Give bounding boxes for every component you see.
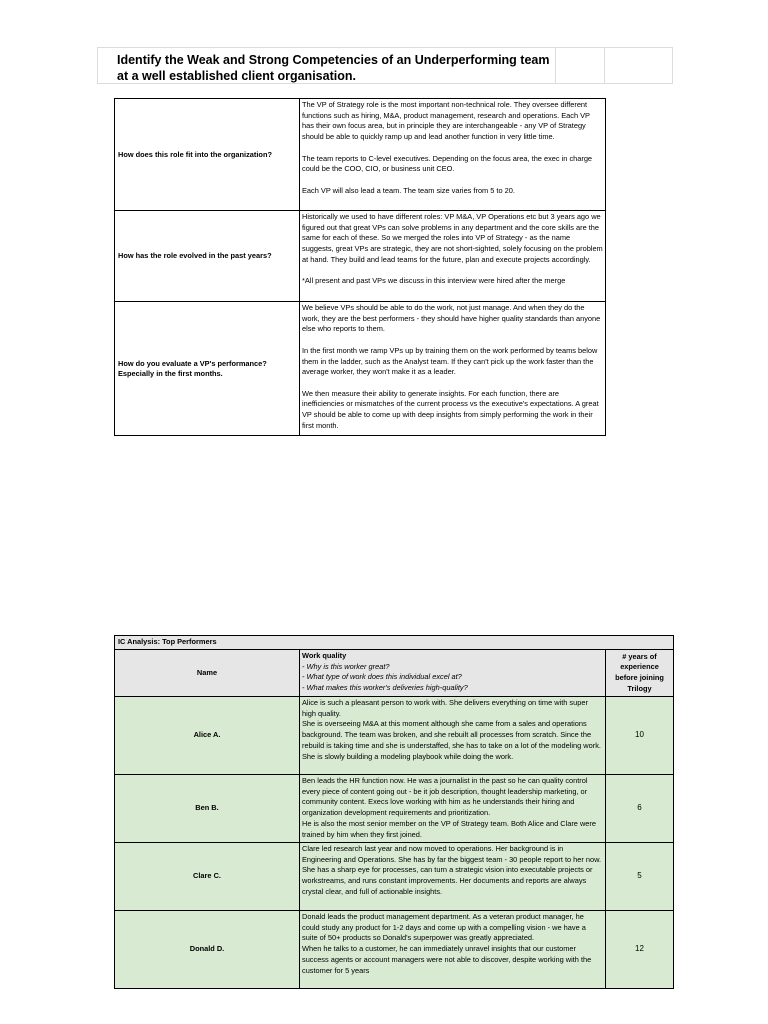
work-quality-cell: [300, 697, 606, 775]
table-row: [115, 775, 674, 843]
years-cell: 5: [606, 843, 674, 911]
work-quality-line: She has a sharp eye for processes, can turn a strategic vision into executable projects or workstreams, and runs constant improvements. Her documents and reports are always crystal clear, and full of actionable insights.: [302, 865, 593, 896]
answer-paragraph: *All present and past VPs we discuss in this interview were hired after the merge: [302, 276, 566, 286]
question-cell: How do you evaluate a VP's performance? Especially in the first months.: [115, 302, 300, 436]
name-cell: Ben B.: [115, 775, 300, 843]
answer-paragraph: We then measure their ability to generate insights. For each function, there are inefficiencies or mismatches of the current process vs the executive's expectations. A great VP should be able to come up with deep insights from simply performing the work in their first month.: [302, 388, 599, 430]
table-row: [115, 843, 674, 911]
work-quality-line: He is also the most senior member on the VP of Strategy team. Both Alice and Clare were trained by him when they first joined.: [302, 818, 596, 839]
qa-row: [115, 99, 606, 211]
years-cell: 6: [606, 775, 674, 843]
work-quality-question: - What type of work does this individual excel at?: [302, 672, 462, 682]
qa-row: [115, 211, 606, 302]
answer-cell: [300, 211, 606, 302]
answer-paragraph: The team reports to C-level executives. Depending on the focus area, the exec in charge could be the COO, CIO, or business unit CEO.: [302, 153, 593, 174]
work-quality-cell: [300, 843, 606, 911]
work-quality-line: Donald leads the product management department. As a veteran product manager, he could study any product for 1-2 days and come up with a compelling vision - we have a suite of 50+ products so Donald's superpower was greatly appreciated.: [302, 912, 586, 943]
question-cell: How does this role fit into the organization?: [115, 99, 300, 211]
work-quality-question: - What makes this worker's deliveries high-quality?: [302, 683, 468, 693]
answer-paragraph: Historically we used to have different roles: VP M&A, VP Operations etc but 3 years ago we figured out that great VPs can solve problems in any department and the core skills are the same for each of these. So we merged the roles into VP of Strategy - as the name suggests, great VPs are strategic, they are not short-sighted, solely focusing on the problem at hand. They build and lead teams for the future, plan and execute projects accordingly.: [302, 212, 603, 264]
answer-cell: [300, 99, 606, 211]
work-quality-line: Clare led research last year and now moved to operations. Her background is in Engineering and Operations. She has by far the biggest team - 30 people report to her now.: [302, 844, 602, 864]
work-quality-title: Work quality: [302, 651, 347, 660]
work-quality-line: She is overseeing M&A at this moment although she came from a sales and operations background. The team was broken, and she rebuilt all processes from scratch. Since the rebuild is taking time and she is understaffed, she has to take on a lot of the modeling work. She is slowly building a modeling playbook while doing the work.: [302, 719, 601, 761]
role-qa-table: [114, 98, 606, 436]
column-header-name: Name: [115, 650, 300, 697]
work-quality-line: Alice is such a pleasant person to work with. She delivers everything on time with super high quality.: [302, 698, 588, 718]
work-quality-line: When he talks to a customer, he can immediately unravel insights that our customer success agents or account managers were not able to discover, despite working with the customer for 5 years: [302, 944, 592, 975]
answer-paragraph: The VP of Strategy role is the most important non-technical role. They oversee different functions such as hiring, M&A, product management, research and operations. Each VP has their own focus area, but in principle they are interchangeable - any VP of Strategy should be able to quickly ramp up and lead another function in very little time.: [302, 100, 590, 142]
table-row: [115, 911, 674, 989]
column-header-work-quality: [300, 650, 606, 697]
work-quality-cell: [300, 911, 606, 989]
qa-row: [115, 302, 606, 436]
ic-analysis-table: [114, 635, 674, 989]
work-quality-cell: [300, 775, 606, 843]
table-row: [115, 697, 674, 775]
years-cell: 12: [606, 911, 674, 989]
work-quality-line: Ben leads the HR function now. He was a journalist in the past so he can quality control every piece of content going out - be it job description, thought leadership marketing, or community content. Execs love working with him as he understands their hiring and organization development requirements and prioritization.: [302, 776, 588, 818]
years-cell: 10: [606, 697, 674, 775]
answer-paragraph: In the first month we ramp VPs up by training them on the work performed by teams below them in the ladder, such as the Analyst team. If they can't pick up the work faster than the average worker, they won't make it as a leader.: [302, 345, 598, 377]
question-cell: How has the role evolved in the past years?: [115, 211, 300, 302]
name-cell: Donald D.: [115, 911, 300, 989]
name-cell: Alice A.: [115, 697, 300, 775]
answer-paragraph: Each VP will also lead a team. The team size varies from 5 to 20.: [302, 185, 515, 195]
column-header-years: # years of experience before joining Trilogy: [606, 650, 674, 697]
answer-paragraph: We believe VPs should be able to do the work, not just manage. And when they do the work, they are the best performers - they should have higher quality standards than anyone else who reports to them.: [302, 303, 601, 334]
answer-cell: [300, 302, 606, 436]
document-title: Identify the Weak and Strong Competencies of an Underperforming team at a well established client organisation.: [117, 53, 550, 83]
header-row: [115, 650, 674, 697]
table-caption: IC Analysis: Top Performers: [115, 636, 674, 650]
work-quality-question: - Why is this worker great?: [302, 661, 390, 671]
name-cell: Clare C.: [115, 843, 300, 911]
